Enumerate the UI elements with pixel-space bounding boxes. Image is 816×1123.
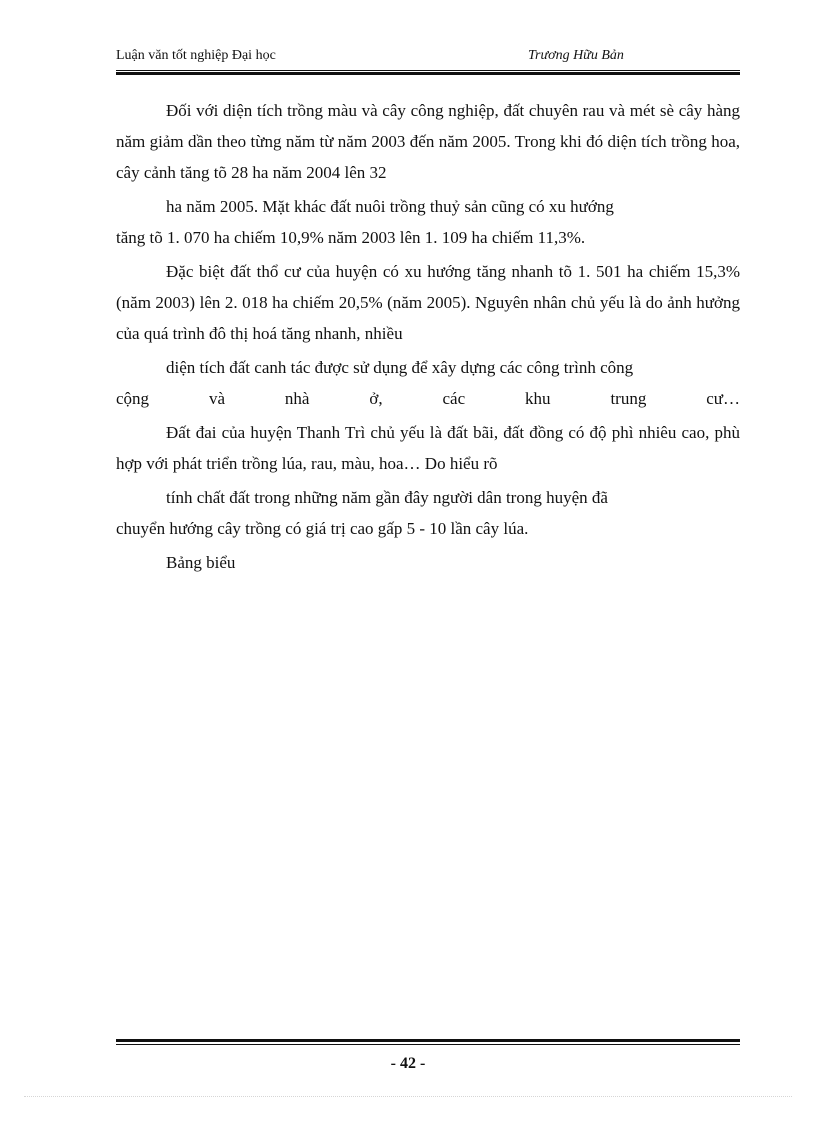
page-bottom-dotted-line: [24, 1096, 792, 1097]
paragraph-crop-shift-continued: chuyển hướng cây trồng có giá trị cao gấp 5 - 10 lần cây lúa.: [116, 519, 529, 538]
paragraph-aquaculture-line: ha năm 2005. Mặt khác đất nuôi trồng thuỷ sản cũng có xu hướng: [166, 197, 614, 216]
header-rule-thick: [116, 72, 740, 75]
page-header: [116, 44, 740, 72]
paragraph-construction-line: diện tích đất canh tác được sử dụng để xây dựng các công trình công: [166, 358, 634, 377]
body-text: [116, 95, 740, 581]
paragraph-residential-land: Đặc biệt đất thổ cư của huyện có xu hướng tăng nhanh tõ 1. 501 ha chiếm 15,3% (năm 2003) lên 2. 018 ha chiếm 20,5% (năm 2005). Nguyên nhân chủ yếu là do ảnh hưởng của quá trình đô thị hoá tăng nhanh, nhiều: [116, 262, 740, 343]
footer-rule-thick: [116, 1039, 740, 1042]
header-thesis-title: Luận văn tốt nghiệp Đại học: [116, 48, 276, 63]
paragraph-crop-shift-line: tính chất đất trong những năm gần đây người dân trong huyện đã: [166, 488, 608, 507]
paragraph-aquaculture-continued: tăng tõ 1. 070 ha chiếm 10,9% năm 2003 lên 1. 109 ha chiếm 11,3%.: [116, 228, 586, 247]
paragraph-construction-continued: cộng và nhà ở, các khu trung cư…: [116, 389, 740, 408]
footer-rule-thin: [116, 1044, 740, 1045]
paragraph-soil-quality: Đất đai của huyện Thanh Trì chủ yếu là đất bãi, đất đồng có độ phì nhiêu cao, phù hợp với phát triển trồng lúa, rau, màu, hoa… Do hiểu rõ: [116, 423, 740, 473]
paragraph-land-use-decrease: Đối với diện tích trồng màu và cây công nghiệp, đất chuyên rau và mét sè cây hàng năm giảm dần theo từng năm từ năm 2003 đến năm 2005. Trong khi đó diện tích trồng hoa, cây cảnh tăng tõ 28 ha năm 2004 lên 32: [116, 101, 740, 182]
paragraph-table-heading: Bảng biểu: [166, 553, 236, 572]
header-author-name: Trương Hữu Bản: [528, 48, 624, 63]
header-rule-thin: [116, 70, 740, 71]
page-number: - 42 -: [390, 1055, 426, 1072]
